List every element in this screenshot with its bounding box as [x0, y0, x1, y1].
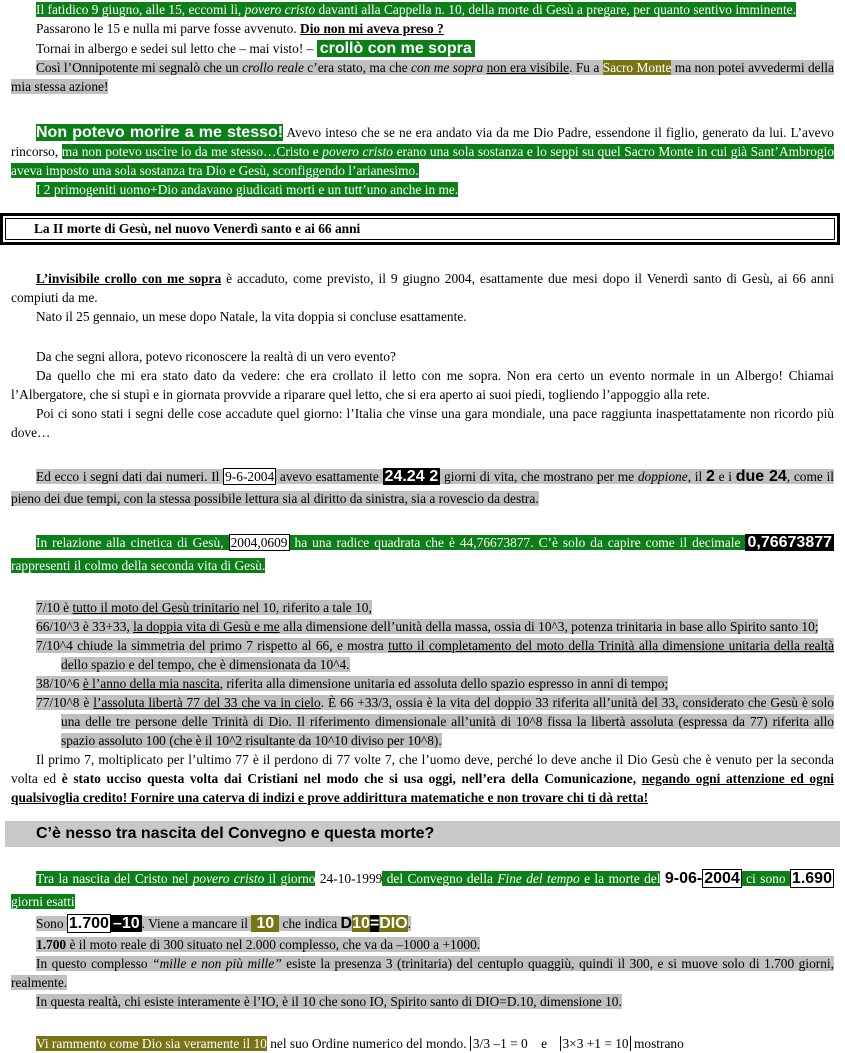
paragraph-segni: Da che segni allora, potevo riconoscere la realtà di un vero evento? [36, 349, 396, 364]
highlight-non-potevo: Non potevo morire a me stesso! [36, 124, 284, 141]
paragraph-cinetica: In relazione alla cinetica di Gesù, 2004,0609 ha una radice quadrata che è 44,76673877. C’è solo da capire come il decimale 0,76673877 rappresenti il colmo della seconda vita di Gesù. [11, 534, 833, 573]
paragraph-invisibile-crollo: L’invisibile crollo con me sopra è accaduto, come previsto, il 9 giugno 2004, esattamente due mesi dopo il Venerdì santo di Gesù, ai 66 anni compiuti da me. [11, 271, 834, 305]
list-item: 38/10^6 è l’anno della mia nascita, riferita alla dimensione unitaria ed assoluta dello spazio espresso in anni di tempo; [36, 676, 669, 691]
paragraph-nascita-convegno: Tra la nascita del Cristo nel povero cristo il giorno 24-10-1999 del Convegno della Fine del tempo e la morte del 9-06- 2004 ci sono 1.690 giorni esatti [11, 870, 832, 909]
decimal-breakdown-list [11, 598, 834, 750]
decimal-value: 0,76673877 [747, 534, 833, 551]
year-2004-box: 2004 [704, 870, 740, 887]
paragraph-rammento: Vi rammento come Dio sia veramente il 10 nel suo Ordine numerico del mondo. 3/3 –1 = 0 e 3×3 +1 = 10 mostrano [36, 1036, 684, 1051]
paragraph-complesso: In questo complesso “mille e non più mille” esiste la presenza 3 (trinitaria) del centuplo quaggiù, quindi il 300, e si muove solo di 1.700 giorni, realmente. [11, 956, 834, 990]
highlight-sacro-monte: Sacro Monte [602, 60, 672, 75]
paragraph-numeri: Ed ecco i segni dati dai numeri. Il 9-6-2004 avevo esattamente 24.24 2 giorni di vita, che mostrano per me doppione, il 2 e i due 24, come il pieno dei due tempi, con la stessa possibile lettura sia al diritto da sinistra, sia a rovescio da destra. [11, 468, 835, 506]
list-item: 77/10^8 è l’assoluta libertà 77 del 33 che va in cielo. È 66 +33/3, ossia è la vita del doppio 33 riferita all’unità del 33, considerato che Gesù è solo una delle tre persone delle Trinità di Dio. Il riferimento dimensionale all’unità di 10^8 fissa la libertà assoluta (espressa da 77) riferita allo spazio assoluto 100 (che è il 10^2 risultante da 10^10 diviso per 10^8). [36, 695, 835, 748]
paragraph-nato: Nato il 25 gennaio, un mese dopo Natale, la vita doppia si concluse esattamente. [36, 309, 467, 324]
paragraph-non-potevo: Non potevo morire a me stesso! Avevo inteso che se ne era andato via da me Dio Padre, essendone il figlio, generato da lui. L’avevo rincorso, ma non potevo uscire io da me stesso…Cristo e povero cristo erano una sola sostanza e lo seppi su quel Sacro Monte in cui già Sant’Ambrogio aveva imposto una sola sostanza tra Dio e Gesù, sconfiggendo l’arianesimo. [11, 124, 834, 178]
number-24-24-2: 24.24 2 [384, 468, 439, 485]
paragraph-tornai: Tornai in albergo e sedei sul letto che – mai visto! – crollò con me sopra [11, 39, 834, 58]
paragraph-cosi: Così l’Onnipotente mi segnalò che un crollo reale c’era stato, ma che con me sopra non era visibile. Fu a Sacro Monte ma non potei avvedermi della mia stessa azione! [11, 60, 834, 94]
paragraph-passarono: Passarono le 15 e nulla mi parve fosse avvenuto. Dio non mi aveva preso ? [36, 21, 444, 36]
paragraph-realta: In questa realtà, chi esiste interamente è l’IO, è il 10 che sono IO, Spirito santo di DIO=D.10, dimensione 10. [36, 994, 622, 1009]
section-heading-nesso: C’è nesso tra nascita del Convegno e questa morte? [5, 821, 840, 847]
paragraph-primogeniti: I 2 primogeniti uomo+Dio andavano giudicati morti e un tutt’uno anche in me. [36, 182, 459, 197]
section-heading-seconda-morte: La II morte di Gesù, nel nuovo Venerdì santo e ai 66 anni [0, 213, 840, 245]
document-page [11, 0, 834, 1053]
paragraph-fatidico: Il fatidico 9 giugno, alle 15, eccomi lì, povero cristo davanti alla Cappella n. 10, della morte di Gesù a pregare, per quanto sentivo imminente. [36, 2, 796, 17]
paragraph-poi: Poi ci sono stati i segni delle cose accadute quel giorno: l’Italia che vinse una gara mondiale, una pace raggiunta inaspettatamente non ricordo più dove… [11, 406, 834, 440]
paragraph-primo-sette: Il primo 7, moltiplicato per l’ultimo 77 è il perdono di 77 volte 7, che l’uomo deve, perché lo deve anche il Dio Gesù che è venuto per la seconda volta ed è stato ucciso questa volta dai Cristiani nel modo che si usa oggi, nell’era della Comunicazione, negando ogni attenzione ed ogni qualsivoglia credito! Fornire una caterva di indizi e prove addirittura matematiche e non trovare chi ti dà retta! [11, 752, 834, 805]
list-item: 7/10 è tutto il moto del Gesù trinitario nel 10, riferito a tale 10, [36, 600, 372, 615]
value-box: 2004,0609 [230, 535, 288, 550]
paragraph-1700: 1.700 è il moto reale di 300 situato nel 2.000 complesso, che va da –1000 a +1000. [36, 937, 481, 952]
date-box: 9-6-2004 [225, 469, 275, 484]
highlight-rammento: Vi rammento come Dio sia veramente il 10 [36, 1036, 267, 1051]
days-count-box: 1.690 [791, 870, 832, 887]
list-item: 7/10^4 chiude la simmetria del primo 7 rispetto al 66, e mostra tutto il completamento del moto della Trinità alla dimensione unitaria della realtà dello spazio e del tempo, che è dimensionata da 10^4. [36, 638, 835, 672]
paragraph-quello: Da quello che mi era stato dato da vedere: che era crollato il letto con me sopra. Non era certo un evento normale in un Albergo! Chiamai l’Albergatore, che si stupì e in giornata provvide a riparare quel letto, che si era aperto ai suoi piedi, togliendo l’appoggio alla rete. [11, 368, 834, 402]
highlight-crollo: crollò con me sopra [317, 40, 475, 57]
list-item: 66/10^3 è 33+33, la doppia vita di Gesù e me alla dimensione dell’unità della massa, ossia di 10^3, potenza trinitaria in base allo Spirito santo 10; [36, 619, 819, 634]
date-9-06: 9-06- [664, 870, 703, 887]
paragraph-sono: Sono 1.700 –10 . Viene a mancare il 10 che indica D10=DIO. [36, 915, 412, 932]
